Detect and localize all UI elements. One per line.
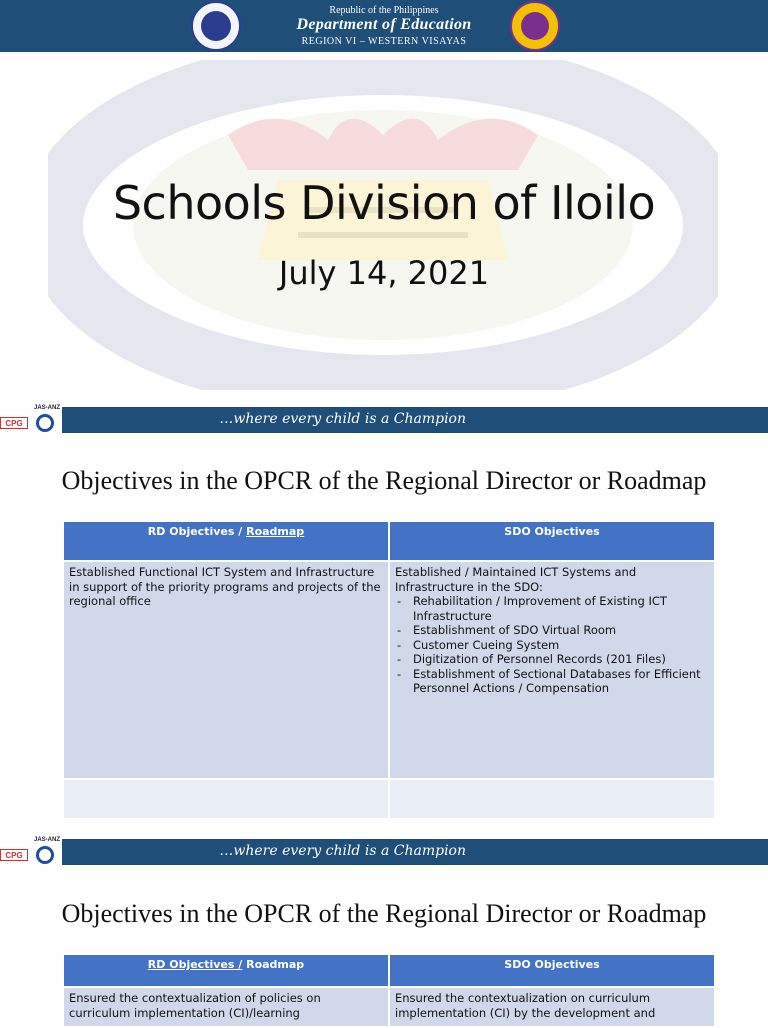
objectives-table [64, 522, 716, 820]
cert-c-icon [36, 414, 54, 432]
empty-cell [64, 780, 390, 820]
rd-objective-cell: Established Functional ICT System and Infrastructure in support of the priority programs and projects of the regional office [64, 562, 390, 780]
motto-banner [0, 837, 768, 867]
motto-text: …where every child is a Champion [219, 411, 466, 427]
jas-anz-label: JAS-ANZ [34, 405, 61, 411]
slide3-heading: Objectives in the OPCR of the Regional Director or Roadmap [61, 899, 707, 928]
column-header-rd: RD Objectives / Roadmap [64, 522, 390, 562]
deped-seal-logo [191, 1, 241, 51]
page-title: Schools Division of Iloilo [112, 176, 656, 230]
deped-header [0, 0, 768, 52]
header-region: REGION VI – WESTERN VISAYAS [301, 36, 467, 47]
header-republic: Republic of the Philippines [329, 5, 439, 16]
title-slide [0, 0, 768, 405]
sdo-objective-cell: Ensured the contextualization on curriculum implementation (CI) by the development and [390, 988, 716, 1028]
column-header-rd: RD Objectives / Roadmap [64, 955, 390, 988]
column-header-sdo: SDO Objectives [390, 522, 716, 562]
list-item: - Establishment of SDO Virtual Room [395, 623, 709, 638]
roadmap-link[interactable]: Roadmap [246, 525, 305, 538]
list-item: - Customer Cueing System [395, 638, 709, 653]
cert-c-icon [36, 846, 54, 864]
list-item: - Establishment of Sectional Databases for Efficient Personnel Actions / Compensation [395, 667, 709, 696]
slide2-heading: Objectives in the OPCR of the Regional Director or Roadmap [61, 466, 707, 495]
rd-objectives-link[interactable]: RD Objectives / [147, 958, 243, 971]
cpg-cert-logo: CPG [0, 849, 28, 861]
sdo-objective-cell [390, 562, 716, 780]
empty-cell [390, 780, 716, 820]
sdo-intro: Established / Maintained ICT Systems and Infrastructure in the SDO: [395, 565, 637, 594]
motto-text: …where every child is a Champion [219, 843, 466, 859]
list-item: - Rehabilitation / Improvement of Existing ICT Infrastructure [395, 594, 709, 623]
sdo-objective-list [395, 594, 709, 696]
rd-objective-cell: Ensured the contextualization of policies on curriculum implementation (CI)/learning [64, 988, 390, 1028]
slide-date: July 14, 2021 [278, 254, 490, 292]
list-item: - Digitization of Personnel Records (201 Files) [395, 652, 709, 667]
cpg-cert-logo: CPG [0, 417, 28, 429]
motto-banner [0, 405, 768, 435]
jas-anz-label: JAS-ANZ [34, 837, 61, 843]
objectives-table [64, 955, 716, 1028]
header-department: Department of Education [296, 16, 472, 33]
region-seal-logo [510, 1, 560, 51]
column-header-sdo: SDO Objectives [390, 955, 716, 988]
